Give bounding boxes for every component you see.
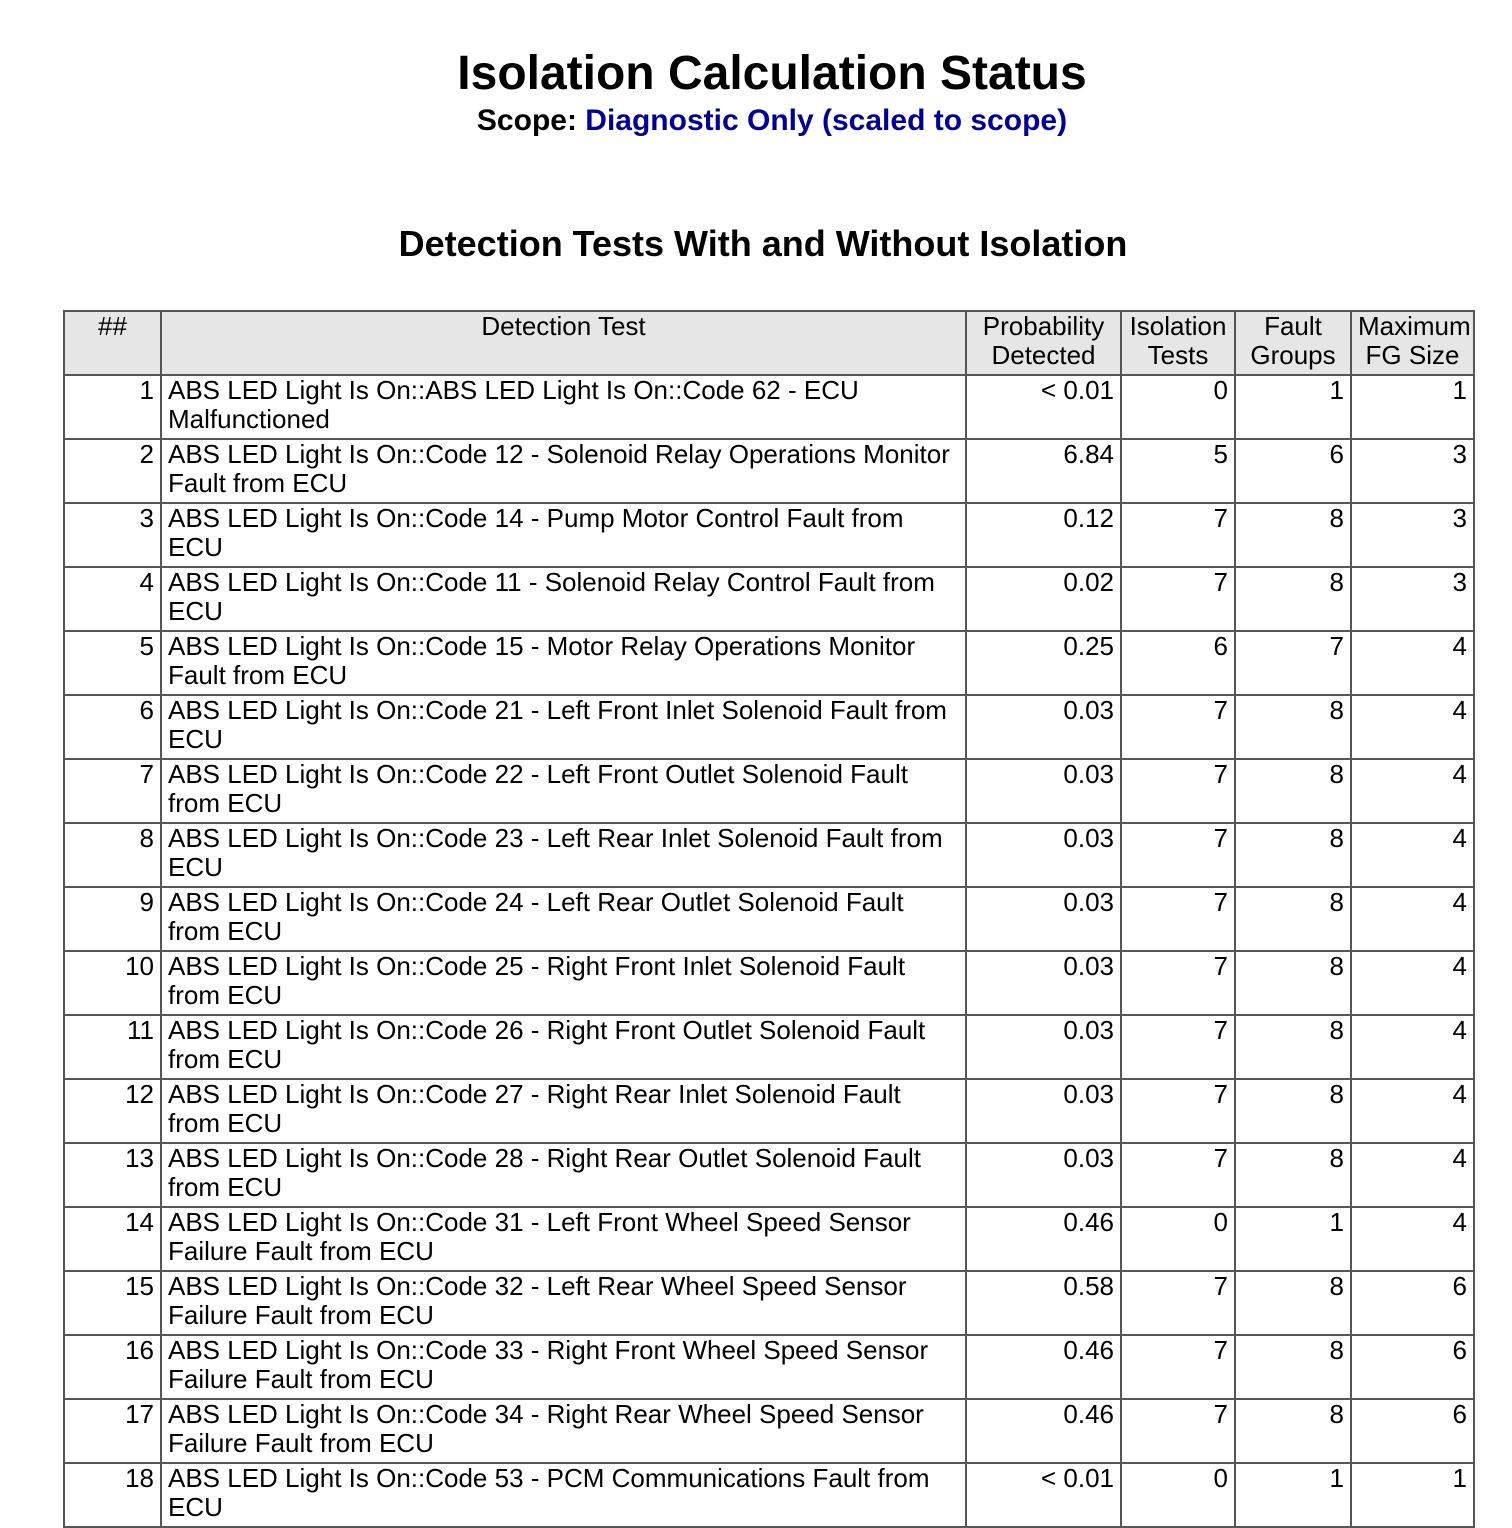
probability-detected-cell: 0.03 <box>966 1079 1121 1143</box>
probability-detected-cell: 0.02 <box>966 567 1121 631</box>
detection-test-cell: ABS LED Light Is On::Code 21 - Left Front Inlet Solenoid Fault from ECU <box>161 695 966 759</box>
detection-test-cell: ABS LED Light Is On::Code 31 - Left Front Wheel Speed Sensor Failure Fault from ECU <box>161 1207 966 1271</box>
isolation-tests-cell: 6 <box>1121 631 1235 695</box>
probability-detected-cell: 0.03 <box>966 823 1121 887</box>
isolation-tests-cell: 0 <box>1121 1463 1235 1527</box>
isolation-tests-cell: 7 <box>1121 1399 1235 1463</box>
fault-groups-cell: 1 <box>1235 375 1351 439</box>
table-row <box>64 1015 1474 1079</box>
detection-test-cell: ABS LED Light Is On::Code 22 - Left Front Outlet Solenoid Fault from ECU <box>161 759 966 823</box>
fault-groups-cell: 8 <box>1235 951 1351 1015</box>
fault-groups-cell: 8 <box>1235 695 1351 759</box>
scope-label: Scope: <box>476 104 577 137</box>
probability-detected-cell: 0.03 <box>966 1143 1121 1207</box>
header-maximum-fg-size: Maximum FG Size <box>1351 311 1474 375</box>
detection-test-cell: ABS LED Light Is On::Code 11 - Solenoid Relay Control Fault from ECU <box>161 567 966 631</box>
table-row <box>64 439 1474 503</box>
fault-groups-cell: 7 <box>1235 631 1351 695</box>
probability-detected-cell: 0.03 <box>966 695 1121 759</box>
row-number-cell: 6 <box>64 695 161 759</box>
header-index: ## <box>64 311 161 375</box>
row-number-cell: 15 <box>64 1271 161 1335</box>
isolation-tests-cell: 7 <box>1121 759 1235 823</box>
table-row <box>64 567 1474 631</box>
probability-detected-cell: 0.46 <box>966 1335 1121 1399</box>
probability-detected-cell: 0.46 <box>966 1207 1121 1271</box>
probability-detected-cell: 0.25 <box>966 631 1121 695</box>
fault-groups-cell: 1 <box>1235 1207 1351 1271</box>
isolation-tests-cell: 5 <box>1121 439 1235 503</box>
maximum-fg-size-cell: 4 <box>1351 951 1474 1015</box>
isolation-tests-cell: 7 <box>1121 567 1235 631</box>
table-row <box>64 695 1474 759</box>
table-row <box>64 823 1474 887</box>
maximum-fg-size-cell: 3 <box>1351 567 1474 631</box>
row-number-cell: 1 <box>64 375 161 439</box>
table-row <box>64 1271 1474 1335</box>
detection-test-cell: ABS LED Light Is On::Code 12 - Solenoid Relay Operations Monitor Fault from ECU <box>161 439 966 503</box>
maximum-fg-size-cell: 4 <box>1351 1015 1474 1079</box>
header-probability-detected: Probability Detected <box>966 311 1121 375</box>
detection-tests-table <box>63 310 1475 1528</box>
row-number-cell: 9 <box>64 887 161 951</box>
row-number-cell: 13 <box>64 1143 161 1207</box>
row-number-cell: 12 <box>64 1079 161 1143</box>
probability-detected-cell: < 0.01 <box>966 375 1121 439</box>
isolation-tests-cell: 7 <box>1121 1335 1235 1399</box>
fault-groups-cell: 8 <box>1235 503 1351 567</box>
probability-detected-cell: 0.03 <box>966 759 1121 823</box>
isolation-tests-cell: 7 <box>1121 503 1235 567</box>
probability-detected-cell: 0.03 <box>966 1015 1121 1079</box>
detection-test-cell: ABS LED Light Is On::ABS LED Light Is On::Code 62 - ECU Malfunctioned <box>161 375 966 439</box>
probability-detected-cell: 0.58 <box>966 1271 1121 1335</box>
probability-detected-cell: 0.46 <box>966 1399 1121 1463</box>
maximum-fg-size-cell: 4 <box>1351 695 1474 759</box>
row-number-cell: 11 <box>64 1015 161 1079</box>
isolation-tests-cell: 7 <box>1121 1015 1235 1079</box>
table-body <box>64 375 1474 1527</box>
probability-detected-cell: 0.03 <box>966 887 1121 951</box>
maximum-fg-size-cell: 4 <box>1351 631 1474 695</box>
section-title: Detection Tests With and Without Isolation <box>398 223 1128 264</box>
table-row <box>64 1335 1474 1399</box>
row-number-cell: 17 <box>64 1399 161 1463</box>
table-row <box>64 1207 1474 1271</box>
maximum-fg-size-cell: 4 <box>1351 1079 1474 1143</box>
table-row <box>64 503 1474 567</box>
header-fault-groups: Fault Groups <box>1235 311 1351 375</box>
probability-detected-cell: < 0.01 <box>966 1463 1121 1527</box>
table-header-row <box>64 311 1474 375</box>
fault-groups-cell: 8 <box>1235 823 1351 887</box>
detection-test-cell: ABS LED Light Is On::Code 53 - PCM Communications Fault from ECU <box>161 1463 966 1527</box>
maximum-fg-size-cell: 1 <box>1351 1463 1474 1527</box>
header-detection-test: Detection Test <box>161 311 966 375</box>
detection-test-cell: ABS LED Light Is On::Code 25 - Right Front Inlet Solenoid Fault from ECU <box>161 951 966 1015</box>
table-row <box>64 1399 1474 1463</box>
header-isolation-tests: Isolation Tests <box>1121 311 1235 375</box>
isolation-tests-cell: 7 <box>1121 823 1235 887</box>
fault-groups-cell: 8 <box>1235 759 1351 823</box>
row-number-cell: 3 <box>64 503 161 567</box>
table-row <box>64 375 1474 439</box>
detection-test-cell: ABS LED Light Is On::Code 23 - Left Rear Inlet Solenoid Fault from ECU <box>161 823 966 887</box>
row-number-cell: 14 <box>64 1207 161 1271</box>
isolation-tests-cell: 7 <box>1121 1271 1235 1335</box>
probability-detected-cell: 0.03 <box>966 951 1121 1015</box>
detection-test-cell: ABS LED Light Is On::Code 24 - Left Rear Outlet Solenoid Fault from ECU <box>161 887 966 951</box>
scope-value: Diagnostic Only (scaled to scope) <box>585 104 1068 137</box>
table-row <box>64 887 1474 951</box>
detection-test-cell: ABS LED Light Is On::Code 15 - Motor Relay Operations Monitor Fault from ECU <box>161 631 966 695</box>
maximum-fg-size-cell: 4 <box>1351 759 1474 823</box>
row-number-cell: 2 <box>64 439 161 503</box>
maximum-fg-size-cell: 1 <box>1351 375 1474 439</box>
page-title: Isolation Calculation Status <box>457 47 1087 100</box>
fault-groups-cell: 8 <box>1235 1079 1351 1143</box>
isolation-tests-cell: 7 <box>1121 695 1235 759</box>
maximum-fg-size-cell: 4 <box>1351 1143 1474 1207</box>
fault-groups-cell: 8 <box>1235 567 1351 631</box>
fault-groups-cell: 8 <box>1235 1015 1351 1079</box>
detection-test-cell: ABS LED Light Is On::Code 34 - Right Rear Wheel Speed Sensor Failure Fault from ECU <box>161 1399 966 1463</box>
fault-groups-cell: 1 <box>1235 1463 1351 1527</box>
isolation-tests-cell: 7 <box>1121 887 1235 951</box>
maximum-fg-size-cell: 4 <box>1351 887 1474 951</box>
isolation-tests-cell: 0 <box>1121 1207 1235 1271</box>
detection-test-cell: ABS LED Light Is On::Code 27 - Right Rear Inlet Solenoid Fault from ECU <box>161 1079 966 1143</box>
table-row <box>64 759 1474 823</box>
row-number-cell: 10 <box>64 951 161 1015</box>
isolation-tests-cell: 0 <box>1121 375 1235 439</box>
row-number-cell: 7 <box>64 759 161 823</box>
scope-line <box>0 101 1512 141</box>
maximum-fg-size-cell: 4 <box>1351 1207 1474 1271</box>
table-row <box>64 631 1474 695</box>
table-row <box>64 1463 1474 1527</box>
table-row <box>64 1143 1474 1207</box>
isolation-tests-cell: 7 <box>1121 1079 1235 1143</box>
maximum-fg-size-cell: 6 <box>1351 1399 1474 1463</box>
table-row <box>64 951 1474 1015</box>
row-number-cell: 16 <box>64 1335 161 1399</box>
maximum-fg-size-cell: 6 <box>1351 1271 1474 1335</box>
row-number-cell: 8 <box>64 823 161 887</box>
probability-detected-cell: 6.84 <box>966 439 1121 503</box>
probability-detected-cell: 0.12 <box>966 503 1121 567</box>
detection-test-cell: ABS LED Light Is On::Code 14 - Pump Motor Control Fault from ECU <box>161 503 966 567</box>
detection-test-cell: ABS LED Light Is On::Code 26 - Right Front Outlet Solenoid Fault from ECU <box>161 1015 966 1079</box>
row-number-cell: 18 <box>64 1463 161 1527</box>
isolation-tests-cell: 7 <box>1121 951 1235 1015</box>
fault-groups-cell: 8 <box>1235 1143 1351 1207</box>
fault-groups-cell: 8 <box>1235 887 1351 951</box>
maximum-fg-size-cell: 4 <box>1351 823 1474 887</box>
table-row <box>64 1079 1474 1143</box>
fault-groups-cell: 8 <box>1235 1335 1351 1399</box>
detection-test-cell: ABS LED Light Is On::Code 33 - Right Front Wheel Speed Sensor Failure Fault from ECU <box>161 1335 966 1399</box>
detection-test-cell: ABS LED Light Is On::Code 32 - Left Rear Wheel Speed Sensor Failure Fault from ECU <box>161 1271 966 1335</box>
maximum-fg-size-cell: 3 <box>1351 439 1474 503</box>
row-number-cell: 5 <box>64 631 161 695</box>
isolation-tests-cell: 7 <box>1121 1143 1235 1207</box>
row-number-cell: 4 <box>64 567 161 631</box>
detection-test-cell: ABS LED Light Is On::Code 28 - Right Rear Outlet Solenoid Fault from ECU <box>161 1143 966 1207</box>
maximum-fg-size-cell: 6 <box>1351 1335 1474 1399</box>
fault-groups-cell: 6 <box>1235 439 1351 503</box>
maximum-fg-size-cell: 3 <box>1351 503 1474 567</box>
fault-groups-cell: 8 <box>1235 1271 1351 1335</box>
fault-groups-cell: 8 <box>1235 1399 1351 1463</box>
